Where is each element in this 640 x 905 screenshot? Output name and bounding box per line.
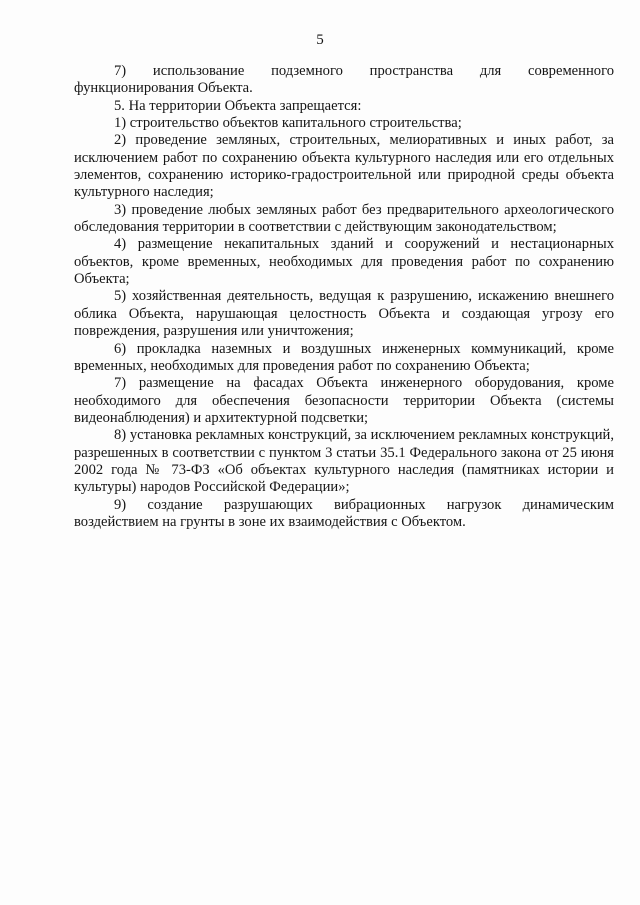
paragraph-item-9-vibration: 9) создание разрушающих вибрационных нагрузок динамическим воздействием на грунты в зоне их взаимодействия с Объектом. [74,496,614,530]
paragraph-item-2-earthworks: 2) проведение земляных, строительных, мелиоративных и иных работ, за исключением работ по сохранению объекта культурного наследия или его отдельных элементов, сохранению историко-градостроительной или природной среды объекта культурного наследия; [74,132,614,201]
paragraph-item-8-advertising: 8) установка рекламных конструкций, за исключением рекламных конструкций, разрешенных в соответствии с пунктом 3 статьи 35.1 Федерального закона от 25 июня 2002 года № 73-ФЗ «Об объектах культурного наследия (памятниках истории и культуры) народов Российской Федерации»; [74,427,614,496]
document-body [74,63,614,531]
paragraph-item-3-archaeology: 3) проведение любых земляных работ без предварительного археологического обследования территории в соответствии с действующим законодательством; [74,201,614,236]
paragraph-section-5-heading: 5. На территории Объекта запрещается: [114,97,362,114]
paragraph-item-7-facade-equipment: 7) размещение на фасадах Объекта инженерного оборудования, кроме необходимого для обеспечения безопасности территории Объекта (системы видеонаблюдения) и архитектурной подсветки; [74,375,614,426]
paragraph-item-1-construction: 1) строительство объектов капитального строительства; [114,115,462,132]
page-number: 5 [316,32,324,48]
paragraph-item-6-utilities: 6) прокладка наземных и воздушных инженерных коммуникаций, кроме временных, необходимых для проведения работ по сохранению Объекта; [74,340,614,374]
paragraph-item-5-economic-activity: 5) хозяйственная деятельность, ведущая к разрушению, искажению внешнего облика Объекта, нарушающая целостность Объекта и создающая угрозу его повреждения, разрушения или уничтожения; [74,288,614,340]
paragraph-item-4-temporary-structures: 4) размещение некапитальных зданий и сооружений и нестационарных объектов, кроме временных, необходимых для проведения работ по сохранению Объекта; [74,236,614,288]
paragraph-item-7-underground-use: 7) использование подземного пространства для современного функционирования Объекта. [74,63,614,97]
